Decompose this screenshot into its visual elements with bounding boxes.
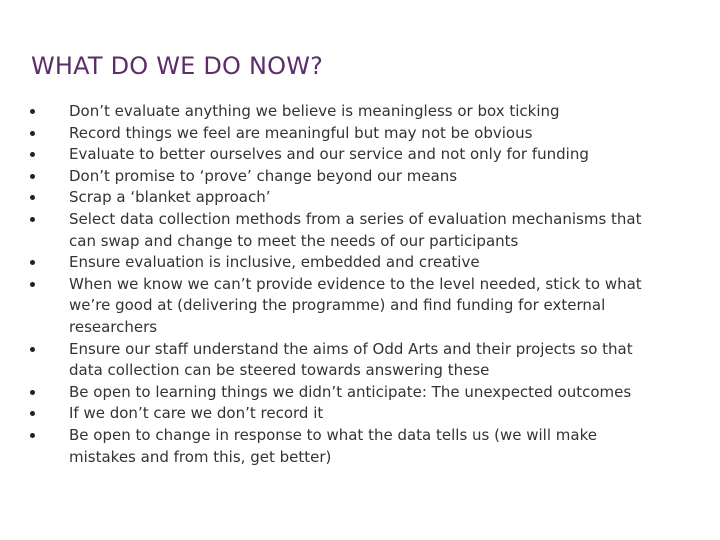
- bullet-dot-icon: [30, 347, 35, 352]
- bullet-dot-icon: [30, 433, 35, 438]
- bullet-text: Ensure our staff understand the aims of Odd Arts and their projects so that data collection can be steered towards answering these: [69, 339, 633, 380]
- bullet-dot-icon: [30, 282, 35, 287]
- bullet-text: Record things we feel are meaningful but may not be obvious: [69, 123, 533, 142]
- bullet-item: [30, 123, 710, 145]
- bullet-text: Ensure evaluation is inclusive, embedded and creative: [69, 253, 480, 272]
- bullet-item: [30, 382, 710, 404]
- bullet-dot-icon: [30, 174, 35, 179]
- bullet-text: Be open to learning things we didn’t anticipate: The unexpected outcomes: [69, 382, 632, 401]
- bullet-text: If we don’t care we don’t record it: [69, 404, 324, 423]
- bullet-text: Don’t evaluate anything we believe is meaningless or box ticking: [69, 102, 560, 120]
- bullet-text: When we know we can’t provide evidence to the level needed, stick to what we’re good at (delivering the programme) and find funding for external researchers: [69, 274, 642, 336]
- bullet-item: [30, 209, 710, 252]
- bullet-item: [30, 274, 710, 339]
- bullet-dot-icon: [30, 152, 35, 157]
- bullet-item: [30, 166, 710, 188]
- bullet-text: Be open to change in response to what the data tells us (we will make mistakes and from this, get better): [69, 425, 597, 466]
- bullet-dot-icon: [30, 260, 35, 265]
- bullet-item: [30, 252, 710, 274]
- bullet-item: [30, 144, 710, 166]
- slide-title: WHAT DO WE DO NOW?: [31, 52, 324, 80]
- bullet-item: [30, 339, 710, 382]
- bullet-dot-icon: [30, 217, 35, 222]
- bullet-text: Scrap a ‘blanket approach’: [69, 188, 271, 207]
- bullet-item: [30, 187, 710, 209]
- bullet-item: [30, 403, 710, 425]
- bullet-item: [30, 425, 710, 468]
- bullet-dot-icon: [30, 109, 35, 114]
- bullet-dot-icon: [30, 195, 35, 200]
- bullet-list: [30, 101, 710, 468]
- bullet-text: Evaluate to better ourselves and our service and not only for funding: [69, 145, 589, 164]
- bullet-dot-icon: [30, 390, 35, 395]
- bullet-item: [30, 101, 710, 123]
- bullet-dot-icon: [30, 411, 35, 416]
- bullet-text: Select data collection methods from a series of evaluation mechanisms that can swap and change to meet the needs of our participants: [69, 209, 642, 250]
- bullet-dot-icon: [30, 131, 35, 136]
- bullet-text: Don’t promise to ‘prove’ change beyond our means: [69, 166, 458, 185]
